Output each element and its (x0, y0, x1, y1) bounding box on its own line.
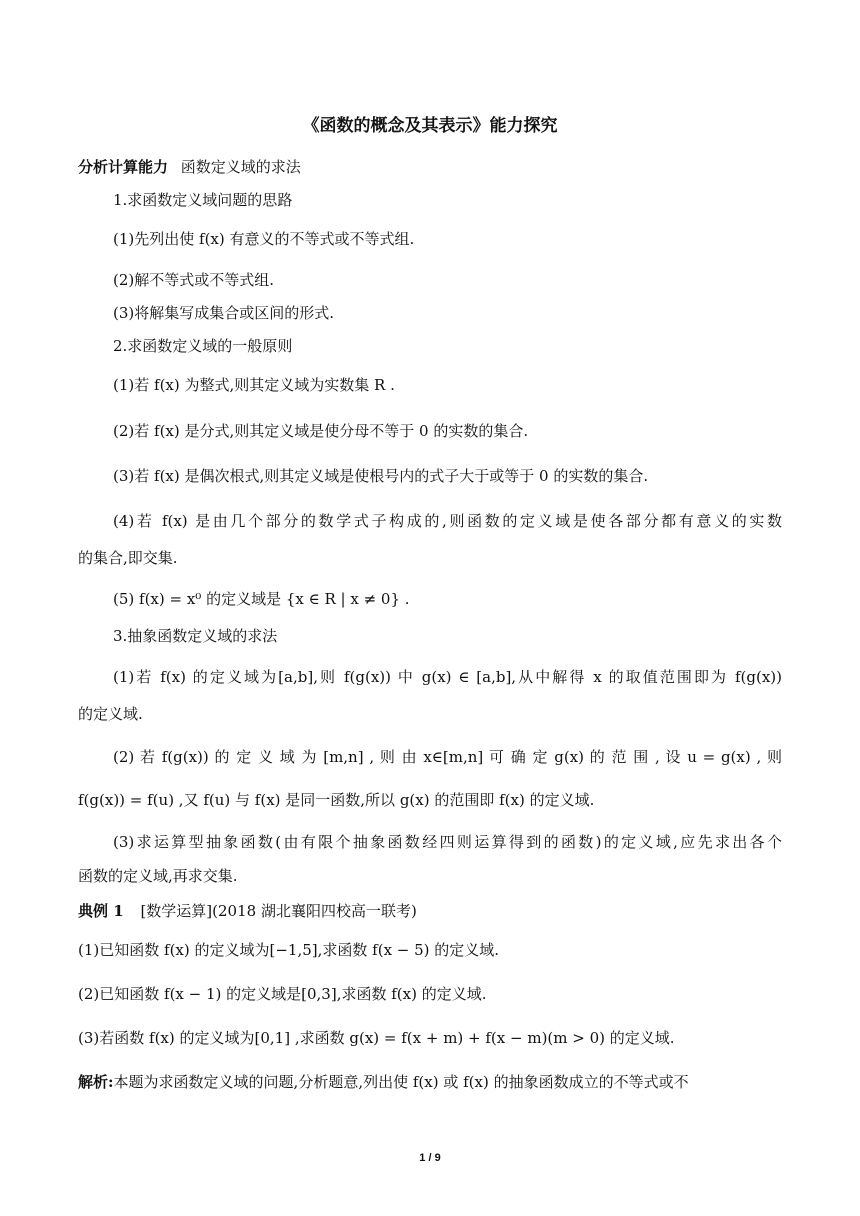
example-question: (1)已知函数 f(x) 的定义域为[−1,5],求函数 f(x − 5) 的定义域. (78, 941, 500, 959)
section-heading-bold: 分析计算能力 (78, 158, 169, 176)
paragraph-line: (3)将解集写成集合或区间的形式. (113, 304, 335, 322)
example-question: (3)若函数 f(x) 的定义域为[0,1] ,求函数 g(x) = f(x + m) + f(x − m)(m > 0) 的定义域. (78, 1029, 675, 1047)
analysis-label: 解析: (78, 1073, 114, 1091)
paragraph-line: 的集合,即交集. (78, 549, 178, 567)
paragraph-line: 1.求函数定义域问题的思路 (113, 191, 293, 209)
example-label: 典例 1 (78, 902, 124, 920)
paragraph-line: (3)求运算型抽象函数(由有限个抽象函数经四则运算得到的函数)的定义域,应先求出各个 (113, 833, 782, 851)
document-title: 《函数的概念及其表示》能力探究 (302, 116, 558, 136)
paragraph-line: 2.求函数定义域的一般原则 (113, 337, 293, 355)
paragraph-line: (1)若 f(x) 为整式,则其定义域为实数集 R . (113, 376, 395, 394)
paragraph-line: 3.抽象函数定义域的求法 (113, 627, 278, 645)
paragraph-line: (2)若 f(x) 是分式,则其定义域是使分母不等于 0 的实数的集合. (113, 422, 529, 440)
paragraph-line: 函数的定义域,再求交集. (78, 867, 238, 885)
section-heading-rest: 函数定义域的求法 (180, 158, 301, 176)
analysis-text: 本题为求函数定义域的问题,分析题意,列出使 f(x) 或 f(x) 的抽象函数成立的不等式或不 (113, 1073, 689, 1091)
paragraph-line: (1)先列出使 f(x) 有意义的不等式或不等式组. (113, 230, 415, 248)
paragraph-line: f(g(x)) = f(u) ,又 f(u) 与 f(x) 是同一函数,所以 g(x) 的范围即 f(x) 的定义域. (78, 791, 595, 809)
page-number: 1 / 9 (419, 1152, 441, 1164)
example-source: [数学运算](2018 湖北襄阳四校高一联考) (140, 902, 417, 920)
paragraph-line: (2)解不等式或不等式组. (113, 271, 275, 289)
section-heading (78, 157, 301, 177)
paragraph-line: (3)若 f(x) 是偶次根式,则其定义域是使根号内的式子大于或等于 0 的实数的集合. (113, 467, 649, 485)
paragraph-line: (2) 若 f(g(x)) 的 定 义 域 为 [m,n] , 则 由 x∈[m,n] 可 确 定 g(x) 的 范 围 , 设 u = g(x) , 则 (113, 748, 782, 766)
analysis-line (78, 1072, 689, 1092)
example-question: (2)已知函数 f(x − 1) 的定义域是[0,3],求函数 f(x) 的定义域. (78, 985, 487, 1003)
example-heading (78, 901, 417, 921)
paragraph-line: (5) f(x) = x⁰ 的定义域是 {x ∈ R | x ≠ 0} . (113, 590, 410, 608)
paragraph-line: (4)若 f(x) 是由几个部分的数学式子构成的,则函数的定义域是使各部分都有意义的实数 (113, 512, 782, 530)
paragraph-line: (1)若 f(x) 的定义域为[a,b],则 f(g(x)) 中 g(x) ∈ [a,b],从中解得 x 的取值范围即为 f(g(x)) (113, 668, 782, 686)
paragraph-line: 的定义域. (78, 705, 143, 723)
